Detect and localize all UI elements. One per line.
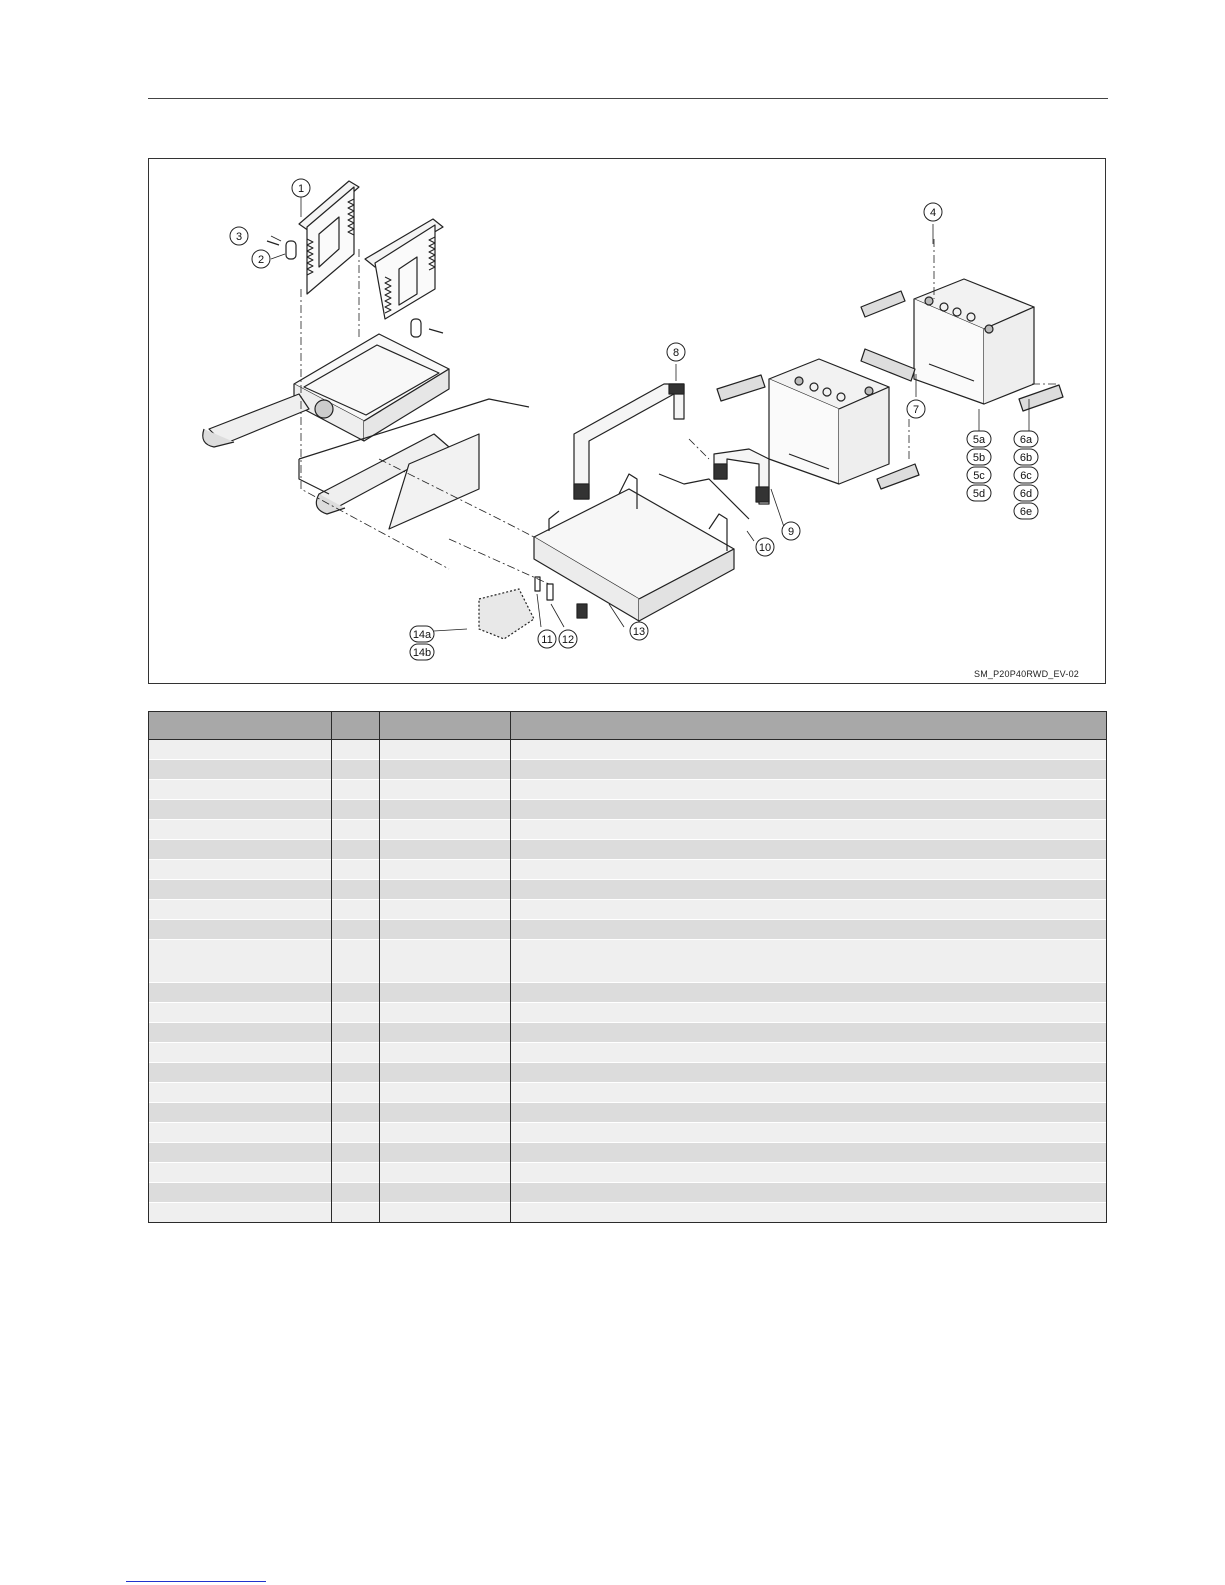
table-cell — [511, 1183, 1107, 1203]
nut-part — [547, 584, 553, 600]
callout-label: 14a — [412, 629, 432, 641]
seat-plate-right — [365, 219, 443, 319]
callout-label: 13 — [632, 626, 646, 638]
callout-label: 2 — [257, 254, 265, 266]
table-cell — [511, 1103, 1107, 1123]
table-cell — [332, 880, 380, 900]
callout-3 — [230, 227, 248, 245]
table-cell — [332, 1083, 380, 1103]
callout-5a — [967, 431, 991, 447]
callout-label: 4 — [929, 207, 937, 219]
callout-label: 12 — [561, 634, 575, 646]
clip-part — [577, 604, 587, 618]
table-row — [149, 880, 1107, 900]
table-cell — [511, 1003, 1107, 1023]
callout-label: 6e — [1019, 506, 1033, 518]
table-cell — [149, 983, 332, 1003]
callout-8 — [667, 343, 685, 361]
table-cell — [332, 920, 380, 940]
seat-plate-left — [299, 181, 359, 294]
table-cell — [332, 780, 380, 800]
table-cell — [332, 740, 380, 760]
table-cell — [149, 1103, 332, 1123]
table-cell — [380, 1023, 511, 1043]
table-cell — [332, 1103, 380, 1123]
table-cell — [380, 860, 511, 880]
table-cell — [332, 1003, 380, 1023]
table-row — [149, 1003, 1107, 1023]
table-cell — [380, 1123, 511, 1143]
footer-link-underline — [126, 1581, 266, 1582]
table-row — [149, 1203, 1107, 1223]
table-row — [149, 940, 1107, 983]
table-cell — [149, 880, 332, 900]
table-cell — [380, 1043, 511, 1063]
table-cell — [149, 1003, 332, 1023]
table-row — [149, 820, 1107, 840]
table-cell — [332, 940, 380, 983]
top-rule — [148, 98, 1108, 99]
table-header-row — [149, 712, 1107, 740]
table-row — [149, 1143, 1107, 1163]
table-cell — [511, 1143, 1107, 1163]
callout-14b — [410, 644, 434, 660]
callout-label: 5b — [972, 452, 986, 464]
table-cell — [149, 1183, 332, 1203]
table-row — [149, 983, 1107, 1003]
callout-5d — [967, 485, 991, 501]
table-row — [149, 1183, 1107, 1203]
table-cell — [149, 900, 332, 920]
table-cell — [380, 840, 511, 860]
table-cell — [380, 1163, 511, 1183]
table-cell — [380, 900, 511, 920]
callout-5c — [967, 467, 991, 483]
battery-right — [914, 279, 1034, 404]
callout-6c — [1014, 467, 1038, 483]
table-cell — [511, 860, 1107, 880]
table-cell — [149, 1063, 332, 1083]
table-row — [149, 860, 1107, 880]
callout-label: 3 — [235, 231, 243, 243]
table-cell — [380, 880, 511, 900]
table-cell — [511, 1043, 1107, 1063]
table-cell — [332, 1143, 380, 1163]
table-cell — [332, 1163, 380, 1183]
table-cell — [380, 983, 511, 1003]
screw-part — [267, 241, 279, 245]
table-cell — [149, 840, 332, 860]
bracket-part — [286, 241, 296, 259]
table-cell — [332, 840, 380, 860]
callout-13 — [630, 622, 648, 640]
table-cell — [380, 1003, 511, 1023]
header-cell — [380, 712, 511, 740]
battery-left — [769, 359, 889, 484]
table-row — [149, 780, 1107, 800]
table-cell — [149, 800, 332, 820]
table-cell — [511, 800, 1107, 820]
table-cell — [149, 1143, 332, 1163]
table-cell — [511, 983, 1107, 1003]
table-cell — [380, 740, 511, 760]
table-cell — [380, 800, 511, 820]
table-row — [149, 920, 1107, 940]
callout-6d — [1014, 485, 1038, 501]
table-cell — [511, 740, 1107, 760]
table-cell — [149, 820, 332, 840]
callout-label: 5a — [972, 434, 986, 446]
table-row — [149, 740, 1107, 760]
callout-6a — [1014, 431, 1038, 447]
callout-9 — [782, 522, 800, 540]
table-cell — [332, 1123, 380, 1143]
table-cell — [332, 1203, 380, 1223]
table-cell — [511, 940, 1107, 983]
table-cell — [332, 800, 380, 820]
table-cell — [332, 1043, 380, 1063]
callout-14a — [410, 626, 434, 642]
table-cell — [149, 860, 332, 880]
table-cell — [511, 760, 1107, 780]
header-cell — [149, 712, 332, 740]
table-cell — [380, 1183, 511, 1203]
table-cell — [380, 820, 511, 840]
header-cell — [332, 712, 380, 740]
chassis-frame — [203, 334, 529, 529]
table-cell — [332, 983, 380, 1003]
table-cell — [149, 940, 332, 983]
table-cell — [332, 860, 380, 880]
table-cell — [149, 740, 332, 760]
bracket-part-lower — [411, 319, 421, 337]
callout-10 — [756, 538, 774, 556]
table-cell — [511, 880, 1107, 900]
table-cell — [149, 1203, 332, 1223]
callout-label: 6a — [1019, 434, 1033, 446]
parts-list-table — [148, 711, 1107, 1223]
table-cell — [149, 1163, 332, 1183]
callout-label: 5c — [973, 470, 985, 482]
table-cell — [149, 1083, 332, 1103]
table-cell — [380, 1203, 511, 1223]
table-cell — [149, 760, 332, 780]
table-cell — [511, 780, 1107, 800]
header-cell — [511, 712, 1107, 740]
callout-label: 7 — [912, 404, 920, 416]
callout-11 — [538, 630, 556, 648]
screw-part-lower — [429, 329, 443, 333]
hold-down-strap — [574, 384, 684, 499]
callout-2 — [252, 250, 270, 268]
table-row — [149, 1163, 1107, 1183]
table-cell — [511, 1163, 1107, 1183]
callout-4 — [924, 203, 942, 221]
table-cell — [149, 1023, 332, 1043]
callout-label: 9 — [787, 526, 795, 538]
table-cell — [380, 1063, 511, 1083]
callout-label: 8 — [672, 347, 680, 359]
table-cell — [380, 1143, 511, 1163]
table-row — [149, 1123, 1107, 1143]
callout-label: 11 — [541, 634, 553, 646]
diagram-drawing — [149, 159, 1107, 685]
table-cell — [380, 780, 511, 800]
table-cell — [380, 920, 511, 940]
table-cell — [332, 900, 380, 920]
callout-5b — [967, 449, 991, 465]
callout-7 — [907, 400, 925, 418]
table-cell — [380, 1103, 511, 1123]
table-cell — [511, 1063, 1107, 1083]
table-cell — [511, 1023, 1107, 1043]
table-cell — [332, 1063, 380, 1083]
table-row — [149, 1063, 1107, 1083]
table-cell — [332, 1023, 380, 1043]
table-cell — [511, 1123, 1107, 1143]
table-row — [149, 1083, 1107, 1103]
exploded-parts-diagram — [148, 158, 1106, 684]
table-row — [149, 1043, 1107, 1063]
callout-label: 6c — [1020, 470, 1032, 482]
table-cell — [149, 1043, 332, 1063]
table-cell — [511, 840, 1107, 860]
callout-1 — [292, 179, 310, 197]
table-cell — [511, 920, 1107, 940]
battery-tray — [534, 474, 734, 621]
callout-label: 14b — [412, 647, 432, 659]
cover-plate — [479, 589, 534, 639]
callout-label: 1 — [297, 183, 305, 195]
table-cell — [511, 820, 1107, 840]
table-cell — [380, 1083, 511, 1103]
callout-label: 6d — [1019, 488, 1033, 500]
figure-caption: SM_P20P40RWD_EV-02 — [974, 669, 1079, 679]
table-row — [149, 1023, 1107, 1043]
table-row — [149, 760, 1107, 780]
table-row — [149, 840, 1107, 860]
table-cell — [149, 1123, 332, 1143]
table-cell — [511, 1083, 1107, 1103]
callout-label: 6b — [1019, 452, 1033, 464]
callout-label: 10 — [758, 542, 772, 554]
table-cell — [332, 760, 380, 780]
callout-6e — [1014, 503, 1038, 519]
retainer-rod — [659, 474, 749, 519]
table-cell — [380, 760, 511, 780]
table-cell — [332, 820, 380, 840]
side-strap — [714, 449, 769, 504]
callout-label: 5d — [972, 488, 986, 500]
table-cell — [149, 780, 332, 800]
callout-6b — [1014, 449, 1038, 465]
table-cell — [511, 1203, 1107, 1223]
table-row — [149, 1103, 1107, 1123]
table-cell — [511, 900, 1107, 920]
table-cell — [332, 1183, 380, 1203]
table-cell — [149, 920, 332, 940]
table-row — [149, 900, 1107, 920]
callout-12 — [559, 630, 577, 648]
table-cell — [380, 940, 511, 983]
table-row — [149, 800, 1107, 820]
